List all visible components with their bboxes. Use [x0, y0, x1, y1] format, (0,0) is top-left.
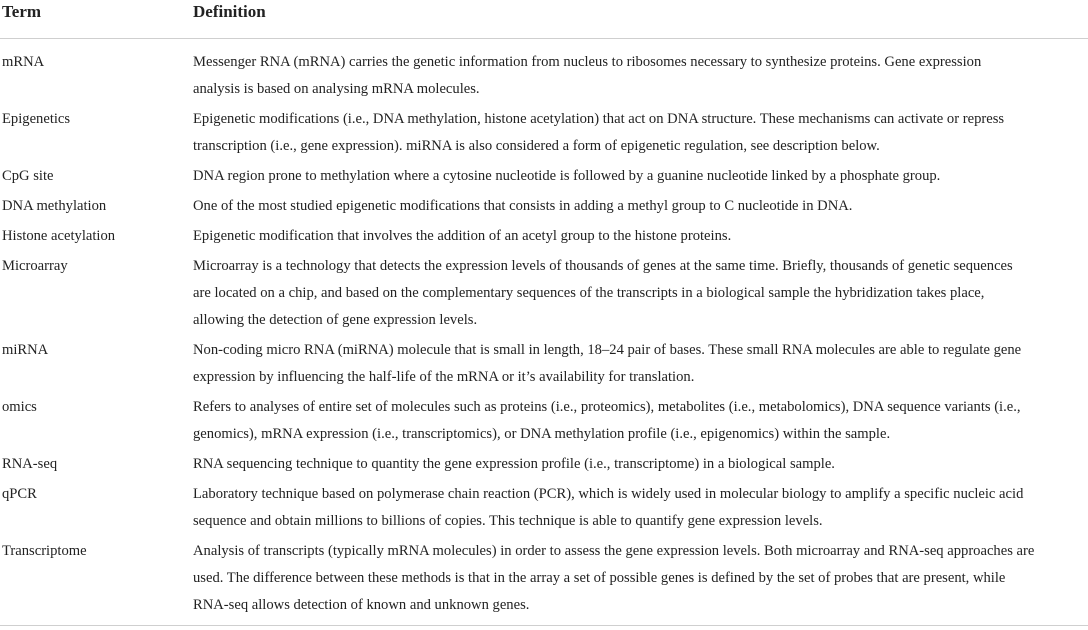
definition-line: Non-coding micro RNA (miRNA) molecule that is small in length, 18–24 pair of bases. These small RNA molecules are able to regulate gene — [193, 342, 1022, 358]
term-cell: Microarray — [2, 258, 68, 274]
table-row — [0, 481, 1088, 538]
definition-line: Epigenetic modification that involves the addition of an acetyl group to the histone proteins. — [193, 228, 732, 244]
definition-line: Refers to analyses of entire set of molecules such as proteins (i.e., proteomics), metabolites (i.e., metabolomics), DNA sequence variants (i.e., — [193, 399, 1021, 415]
table-row — [0, 394, 1088, 451]
definition-line: Analysis of transcripts (typically mRNA molecules) in order to assess the gene expression levels. Both microarray and RNA-seq approaches are — [193, 543, 1035, 559]
definition-line: Epigenetic modifications (i.e., DNA methylation, histone acetylation) that act on DNA structure. These mechanisms can activate or repress — [193, 111, 1005, 127]
definition-cell — [193, 163, 1073, 190]
term-cell: Histone acetylation — [2, 228, 116, 244]
term-cell: miRNA — [2, 342, 49, 358]
definition-cell — [193, 394, 1073, 448]
term-cell: mRNA — [2, 54, 45, 70]
table-row — [0, 223, 1088, 253]
definition-cell — [193, 538, 1073, 619]
table-row — [0, 49, 1088, 106]
table-row — [0, 337, 1088, 394]
definition-line: genomics), mRNA expression (i.e., transcriptomics), or DNA methylation profile (i.e., epigenomics) within the sample. — [193, 426, 891, 442]
definition-line: are located on a chip, and based on the complementary sequences of the transcripts in a biological sample the hybridization takes place, — [193, 285, 985, 301]
table-row — [0, 253, 1088, 337]
definition-line: transcription (i.e., gene expression). miRNA is also considered a form of epigenetic regulation, see description below. — [193, 138, 880, 154]
definition-line: RNA-seq allows detection of known and unknown genes. — [193, 597, 530, 613]
term-cell: CpG site — [2, 168, 54, 184]
table-row — [0, 193, 1088, 223]
definition-line: allowing the detection of gene expression levels. — [193, 312, 478, 328]
definition-line: analysis is based on analysing mRNA molecules. — [193, 81, 480, 97]
table-row — [0, 538, 1088, 622]
table-row — [0, 106, 1088, 163]
definition-line: Microarray is a technology that detects the expression levels of thousands of genes at the same time. Briefly, thousands of genetic sequences — [193, 258, 1013, 274]
definition-cell — [193, 223, 1073, 250]
definition-line: Messenger RNA (mRNA) carries the genetic information from nucleus to ribosomes necessary to synthesize proteins. Gene expression — [193, 54, 982, 70]
term-cell: DNA methylation — [2, 198, 107, 214]
definition-cell — [193, 481, 1073, 535]
definition-cell — [193, 253, 1073, 334]
definition-cell — [193, 49, 1073, 103]
definition-cell — [193, 337, 1073, 391]
definition-cell — [193, 193, 1073, 220]
term-cell: Transcriptome — [2, 543, 87, 559]
table-body — [0, 49, 1088, 622]
table-header-row — [0, 0, 1088, 39]
definition-line: expression by influencing the half-life of the mRNA or it’s availability for translation. — [193, 369, 695, 385]
definition-cell — [193, 451, 1073, 478]
definition-line: One of the most studied epigenetic modifications that consists in adding a methyl group to C nucleotide in DNA. — [193, 198, 853, 214]
column-header-definition: Definition — [193, 2, 266, 21]
definition-line: Laboratory technique based on polymerase chain reaction (PCR), which is widely used in molecular biology to amplify a specific nucleic acid — [193, 486, 1024, 502]
table-row — [0, 451, 1088, 481]
term-cell: Epigenetics — [2, 111, 71, 127]
term-cell: omics — [2, 399, 37, 415]
definition-line: DNA region prone to methylation where a cytosine nucleotide is followed by a guanine nucleotide linked by a phosphate group. — [193, 168, 941, 184]
table-bottom-rule — [0, 625, 1088, 626]
definition-line: RNA sequencing technique to quantity the gene expression profile (i.e., transcriptome) in a biological sample. — [193, 456, 835, 472]
term-cell: qPCR — [2, 486, 37, 502]
definition-line: sequence and obtain millions to billions of copies. This technique is able to quantify gene expression levels. — [193, 513, 823, 529]
term-cell: RNA-seq — [2, 456, 58, 472]
column-header-term: Term — [2, 2, 42, 21]
table-row — [0, 163, 1088, 193]
definition-cell — [193, 106, 1073, 160]
definition-line: used. The difference between these methods is that in the array a set of possible genes is defined by the set of probes that are present, while — [193, 570, 1006, 586]
